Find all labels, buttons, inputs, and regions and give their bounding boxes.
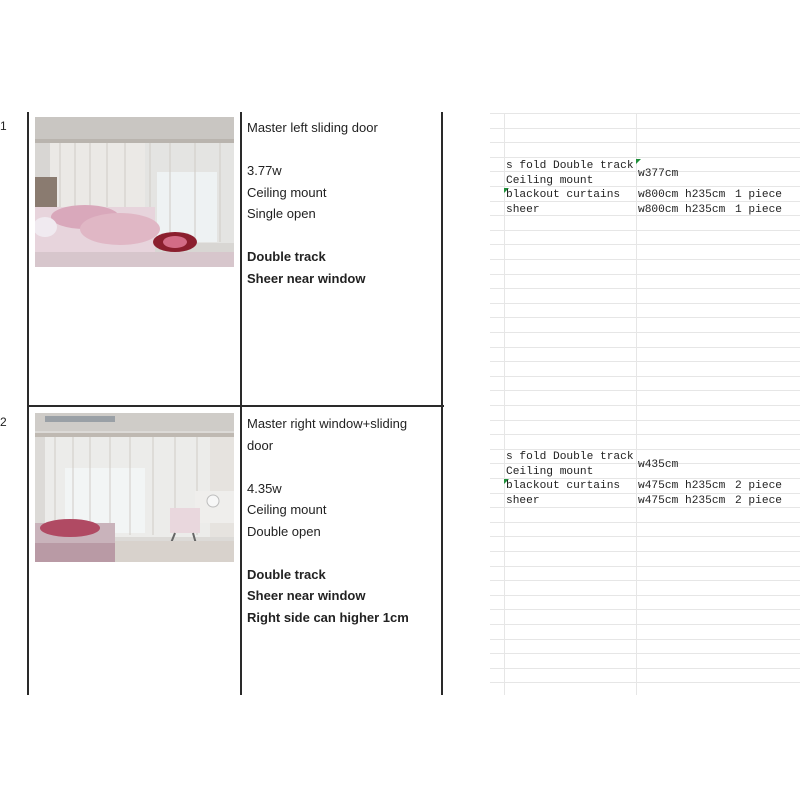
row-gridline	[490, 274, 800, 275]
row-gridline	[490, 522, 800, 523]
location-label: Master right window+sliding	[247, 416, 408, 431]
spreadsheet-cell[interactable]: Ceiling mount	[506, 466, 594, 478]
sheer-position: Sheer near window	[247, 588, 366, 603]
row-gridline	[490, 434, 800, 435]
spreadsheet	[490, 113, 800, 695]
row-gridline	[490, 668, 800, 669]
table-border-left	[27, 112, 29, 695]
mount-type: Ceiling mount	[247, 502, 327, 517]
row-gridline	[490, 595, 800, 596]
row-gridline	[490, 230, 800, 231]
row-gridline	[490, 142, 800, 143]
row-gridline	[490, 317, 800, 318]
open-type: Single open	[247, 206, 316, 221]
row-gridline	[490, 551, 800, 552]
row-gridline	[490, 303, 800, 304]
table-border-right	[441, 112, 443, 695]
row-gridline	[490, 347, 800, 348]
row-gridline	[490, 624, 800, 625]
row-gridline	[490, 244, 800, 245]
row-number: 2	[0, 415, 7, 429]
spreadsheet-cell[interactable]: w435cm	[638, 459, 679, 471]
row-gridline	[490, 639, 800, 640]
row-gridline	[490, 376, 800, 377]
width-value: 4.35w	[247, 480, 282, 496]
row-gridline	[490, 609, 800, 610]
row-gridline	[490, 682, 800, 683]
row-gridline	[490, 420, 800, 421]
spreadsheet-cell[interactable]: w800cm h235cm	[638, 204, 726, 216]
row-description	[247, 117, 437, 289]
row-description	[247, 413, 437, 628]
spreadsheet-cell[interactable]: sheer	[506, 495, 540, 507]
column-gridline	[504, 113, 505, 695]
spreadsheet-cell[interactable]: blackout curtains	[506, 480, 621, 492]
column-gridline	[636, 113, 637, 695]
spreadsheet-cell[interactable]: sheer	[506, 204, 540, 216]
row-number: 1	[0, 119, 7, 133]
track-type: Double track	[247, 566, 326, 582]
row-gridline	[490, 405, 800, 406]
row-gridline	[490, 157, 800, 158]
row-gridline	[490, 288, 800, 289]
spreadsheet-cell[interactable]: s fold Double track	[506, 451, 634, 463]
row-gridline	[490, 580, 800, 581]
spreadsheet-cell[interactable]: w475cm h235cm	[638, 480, 726, 492]
spreadsheet-cell[interactable]: blackout curtains	[506, 189, 621, 201]
spreadsheet-cell[interactable]: 1 piece	[735, 204, 782, 216]
row-gridline	[490, 361, 800, 362]
track-type: Double track	[247, 249, 326, 264]
row-gridline	[490, 128, 800, 129]
location-label: Master left sliding door	[247, 120, 378, 135]
row-gridline	[490, 653, 800, 654]
spreadsheet-cell[interactable]: 2 piece	[735, 495, 782, 507]
row-gridline	[490, 566, 800, 567]
comment-marker	[636, 159, 641, 164]
row-gridline	[490, 390, 800, 391]
mount-type: Ceiling mount	[247, 184, 327, 200]
spreadsheet-cell[interactable]: w800cm h235cm	[638, 189, 726, 201]
spreadsheet-cell[interactable]: s fold Double track	[506, 160, 634, 172]
spreadsheet-cell[interactable]: w377cm	[638, 168, 679, 180]
width-value: 3.77w	[247, 163, 282, 178]
room-photo	[35, 413, 234, 562]
height-note: Right side can higher 1cm	[247, 609, 409, 625]
table-border-middle	[240, 112, 242, 695]
row-gridline	[490, 536, 800, 537]
row-gridline	[490, 259, 800, 260]
spreadsheet-cell[interactable]: 2 piece	[735, 480, 782, 492]
room-photo	[35, 117, 234, 267]
spreadsheet-cell[interactable]: Ceiling mount	[506, 175, 594, 187]
row-gridline	[490, 332, 800, 333]
spreadsheet-cell[interactable]: w475cm h235cm	[638, 495, 726, 507]
spreadsheet-cell[interactable]: 1 piece	[735, 189, 782, 201]
sheer-position: Sheer near window	[247, 270, 366, 286]
location-label-continued: door	[247, 437, 274, 453]
row-gridline	[490, 113, 800, 114]
open-type: Double open	[247, 523, 321, 539]
table-row-divider	[27, 405, 444, 407]
